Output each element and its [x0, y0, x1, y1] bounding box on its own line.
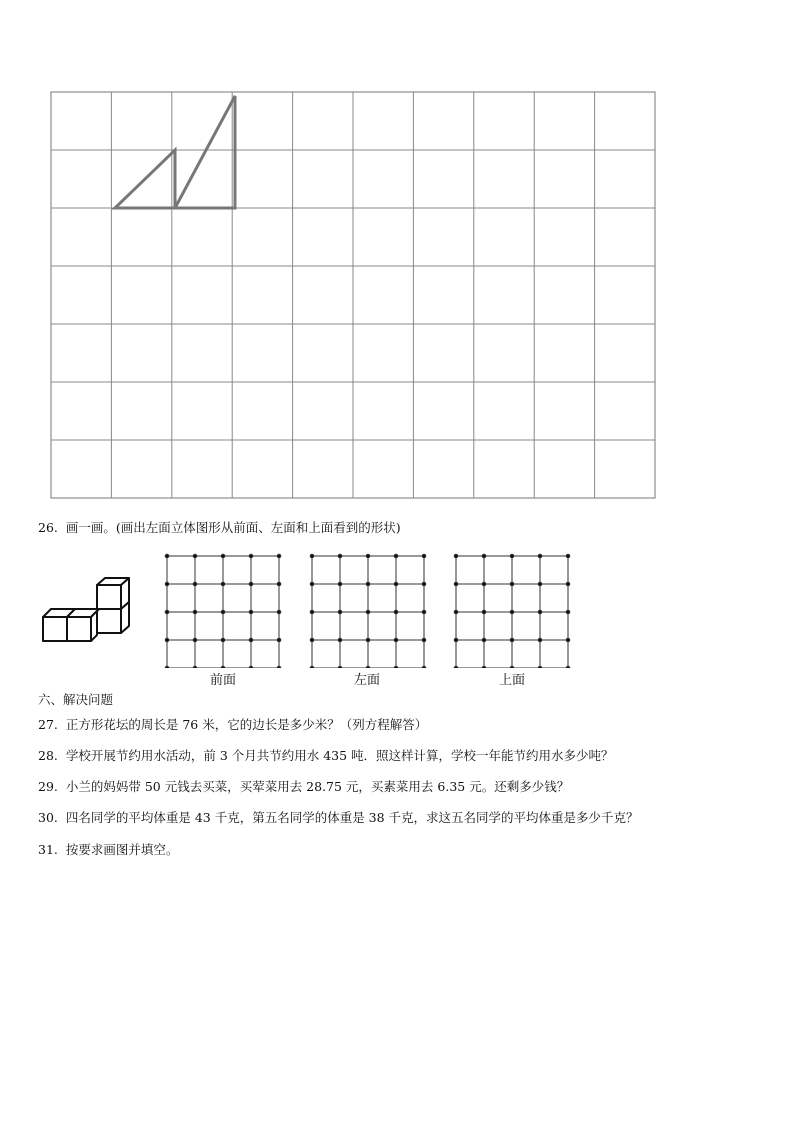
grid-dot: [566, 638, 570, 642]
top-grid-figure: [45, 88, 665, 508]
grid-dot: [221, 638, 225, 642]
grid-dot: [394, 554, 398, 558]
question-text: 按要求画图并填空。: [65, 842, 179, 857]
grid-dot: [422, 638, 426, 642]
grid-dot: [193, 554, 197, 558]
grid-dot: [366, 582, 370, 586]
grid-dot: [221, 582, 225, 586]
small-triangle: [115, 150, 175, 208]
grid-dot: [221, 554, 225, 558]
grid-dot: [422, 554, 426, 558]
left-view-label: 左面: [353, 673, 380, 688]
grid-dot: [221, 610, 225, 614]
section-6-title: 六、解决问题: [38, 692, 114, 707]
grid-dot: [394, 638, 398, 642]
question-text: 正方形花坛的周长是 76 米，它的边长是多少米？（列方程解答）: [65, 717, 428, 732]
grid-dot: [338, 554, 342, 558]
grid-dot: [538, 582, 542, 586]
grid-dot: [566, 554, 570, 558]
grid-dot: [538, 638, 542, 642]
grid-dot: [193, 582, 197, 586]
question-text: 画一画。(画出左面立体图形从前面、左面和上面看到的形状): [65, 520, 401, 535]
question-number: 28.: [38, 748, 58, 763]
front-view-grid[interactable]: [164, 553, 284, 668]
grid-dot: [538, 610, 542, 614]
grid-dot: [566, 666, 570, 668]
top-view-label: 上面: [498, 673, 525, 688]
grid-dot: [338, 582, 342, 586]
grid-dot: [338, 638, 342, 642]
grid-dot: [394, 666, 398, 668]
cube-solid-figure: [40, 575, 140, 645]
grid-dot: [249, 582, 253, 586]
grid-dot: [249, 638, 253, 642]
grid-dot: [510, 610, 514, 614]
question-number: 26.: [38, 520, 58, 535]
question-text: 小兰的妈妈带 50 元钱去买菜，买荤菜用去 28.75 元，买素菜用去 6.35 元。还剩多少钱？: [65, 779, 570, 794]
question-31: [38, 842, 178, 858]
question-number: 27.: [38, 717, 58, 732]
grid-dot: [165, 582, 169, 586]
grid-dot: [277, 666, 281, 668]
grid-dot: [366, 666, 370, 668]
grid-dot: [310, 554, 314, 558]
grid-dot: [566, 610, 570, 614]
grid-dot: [422, 666, 426, 668]
grid-dot: [394, 582, 398, 586]
grid-dot: [249, 610, 253, 614]
grid-dot: [165, 638, 169, 642]
grid-dot: [277, 582, 281, 586]
grid-dot: [310, 582, 314, 586]
grid-dot: [454, 666, 458, 668]
grid-dot: [193, 666, 197, 668]
grid-dot: [277, 610, 281, 614]
grid-dot: [538, 554, 542, 558]
grid-dot: [482, 610, 486, 614]
grid-dot: [366, 638, 370, 642]
grid-dot: [422, 582, 426, 586]
grid-dot: [510, 582, 514, 586]
grid-dot: [221, 666, 225, 668]
question-27: [38, 717, 427, 733]
grid-dot: [249, 666, 253, 668]
grid-dot: [338, 666, 342, 668]
grid-dot: [366, 554, 370, 558]
grid-dot: [566, 582, 570, 586]
grid-dot: [454, 638, 458, 642]
grid-dot: [277, 638, 281, 642]
large-triangle: [175, 96, 235, 208]
grid-dot: [193, 610, 197, 614]
grid-dot: [482, 582, 486, 586]
grid-dot: [510, 638, 514, 642]
left-view-grid[interactable]: [309, 553, 429, 668]
grid-dot: [422, 610, 426, 614]
top-view-grid[interactable]: [453, 553, 573, 668]
grid-dot: [482, 638, 486, 642]
grid-dot: [310, 638, 314, 642]
grid-dot: [165, 666, 169, 668]
grid-dot: [310, 666, 314, 668]
question-number: 30.: [38, 810, 58, 825]
grid-dot: [482, 554, 486, 558]
question-number: 31.: [38, 842, 58, 857]
grid-dot: [510, 554, 514, 558]
grid-dot: [510, 666, 514, 668]
grid-dot: [454, 610, 458, 614]
grid-dot: [394, 610, 398, 614]
question-28: [38, 748, 614, 764]
question-text: 四名同学的平均体重是 43 千克，第五名同学的体重是 38 千克，求这五名同学的平均体重是多少千克？: [65, 810, 639, 825]
grid-dot: [366, 610, 370, 614]
grid-dot: [165, 610, 169, 614]
grid-dot: [165, 554, 169, 558]
grid-dot: [310, 610, 314, 614]
grid-dot: [277, 554, 281, 558]
grid-dot: [538, 666, 542, 668]
grid-dot: [482, 666, 486, 668]
question-29: [38, 779, 569, 795]
grid-dot: [338, 610, 342, 614]
grid-dot: [249, 554, 253, 558]
question-26: [38, 520, 401, 536]
grid-dot: [193, 638, 197, 642]
question-number: 29.: [38, 779, 58, 794]
grid-dot: [454, 582, 458, 586]
question-30: [38, 810, 639, 826]
question-text: 学校开展节约用水活动，前 3 个月共节约用水 435 吨．照这样计算，学校一年能节约用水多少吨？: [65, 748, 614, 763]
grid-dot: [454, 554, 458, 558]
front-view-label: 前面: [209, 673, 236, 688]
